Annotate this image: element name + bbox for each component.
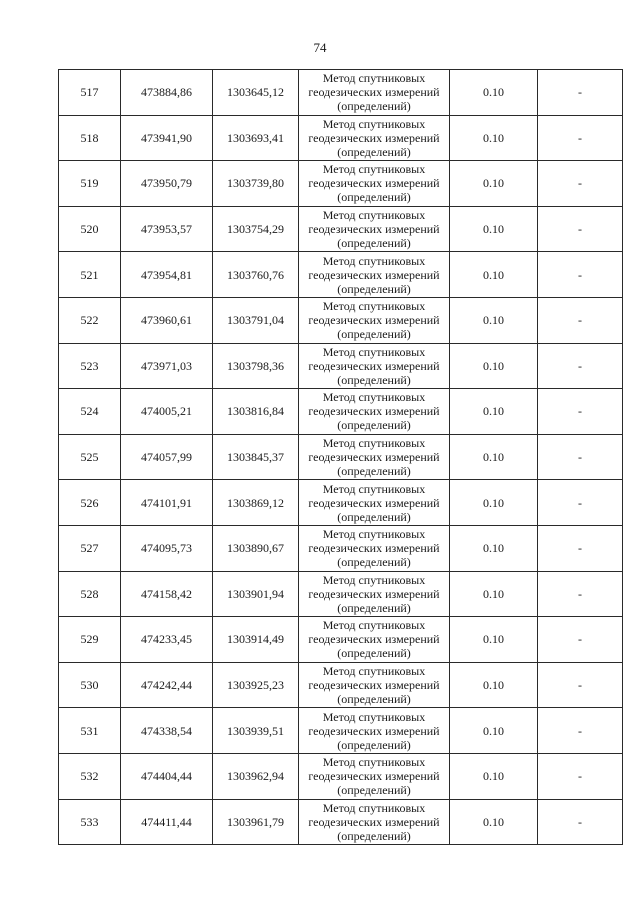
- accuracy-cell: 0.10: [450, 662, 538, 708]
- table-row: [59, 480, 623, 526]
- table-row: [59, 525, 623, 571]
- y-coordinate-cell: 1303739,80: [213, 161, 299, 207]
- y-coordinate-cell: 1303845,37: [213, 434, 299, 480]
- method-cell: Метод спутниковых геодезических измерений (определений): [299, 571, 450, 617]
- method-cell: Метод спутниковых геодезических измерений (определений): [299, 662, 450, 708]
- y-coordinate-cell: 1303798,36: [213, 343, 299, 389]
- page-number: 74: [313, 40, 327, 55]
- x-coordinate-cell: 474411,44: [121, 799, 213, 845]
- table-row: [59, 617, 623, 663]
- point-number-cell: 526: [59, 480, 121, 526]
- x-coordinate-cell: 473953,57: [121, 206, 213, 252]
- y-coordinate-cell: 1303791,04: [213, 297, 299, 343]
- accuracy-cell: 0.10: [450, 434, 538, 480]
- x-coordinate-cell: 474057,99: [121, 434, 213, 480]
- note-cell: -: [538, 343, 623, 389]
- y-coordinate-cell: 1303816,84: [213, 389, 299, 435]
- note-cell: -: [538, 70, 623, 116]
- x-coordinate-cell: 473884,86: [121, 70, 213, 116]
- point-number-cell: 528: [59, 571, 121, 617]
- note-cell: -: [538, 525, 623, 571]
- table-row: [59, 708, 623, 754]
- accuracy-cell: 0.10: [450, 708, 538, 754]
- note-cell: -: [538, 434, 623, 480]
- x-coordinate-cell: 474095,73: [121, 525, 213, 571]
- point-number-cell: 530: [59, 662, 121, 708]
- point-number-cell: 532: [59, 753, 121, 799]
- y-coordinate-cell: 1303939,51: [213, 708, 299, 754]
- x-coordinate-cell: 474158,42: [121, 571, 213, 617]
- point-number-cell: 531: [59, 708, 121, 754]
- y-coordinate-cell: 1303925,23: [213, 662, 299, 708]
- x-coordinate-cell: 473960,61: [121, 297, 213, 343]
- method-cell: Метод спутниковых геодезических измерений (определений): [299, 480, 450, 526]
- table-row: [59, 434, 623, 480]
- accuracy-cell: 0.10: [450, 297, 538, 343]
- y-coordinate-cell: 1303693,41: [213, 115, 299, 161]
- point-number-cell: 525: [59, 434, 121, 480]
- method-cell: Метод спутниковых геодезических измерений (определений): [299, 343, 450, 389]
- method-cell: Метод спутниковых геодезических измерений (определений): [299, 70, 450, 116]
- note-cell: -: [538, 571, 623, 617]
- accuracy-cell: 0.10: [450, 206, 538, 252]
- accuracy-cell: 0.10: [450, 70, 538, 116]
- method-cell: Метод спутниковых геодезических измерений (определений): [299, 708, 450, 754]
- table-row: [59, 389, 623, 435]
- accuracy-cell: 0.10: [450, 525, 538, 571]
- y-coordinate-cell: 1303869,12: [213, 480, 299, 526]
- table-row: [59, 571, 623, 617]
- note-cell: -: [538, 206, 623, 252]
- accuracy-cell: 0.10: [450, 389, 538, 435]
- y-coordinate-cell: 1303901,94: [213, 571, 299, 617]
- note-cell: -: [538, 115, 623, 161]
- accuracy-cell: 0.10: [450, 617, 538, 663]
- x-coordinate-cell: 474404,44: [121, 753, 213, 799]
- accuracy-cell: 0.10: [450, 480, 538, 526]
- accuracy-cell: 0.10: [450, 343, 538, 389]
- method-cell: Метод спутниковых геодезических измерений (определений): [299, 389, 450, 435]
- method-cell: Метод спутниковых геодезических измерений (определений): [299, 525, 450, 571]
- method-cell: Метод спутниковых геодезических измерений (определений): [299, 115, 450, 161]
- x-coordinate-cell: 474005,21: [121, 389, 213, 435]
- note-cell: -: [538, 662, 623, 708]
- point-number-cell: 533: [59, 799, 121, 845]
- method-cell: Метод спутниковых геодезических измерений (определений): [299, 799, 450, 845]
- point-number-cell: 520: [59, 206, 121, 252]
- note-cell: -: [538, 799, 623, 845]
- x-coordinate-cell: 474242,44: [121, 662, 213, 708]
- x-coordinate-cell: 474101,91: [121, 480, 213, 526]
- accuracy-cell: 0.10: [450, 115, 538, 161]
- table-row: [59, 662, 623, 708]
- table-row: [59, 799, 623, 845]
- accuracy-cell: 0.10: [450, 161, 538, 207]
- note-cell: -: [538, 617, 623, 663]
- table-row: [59, 115, 623, 161]
- y-coordinate-cell: 1303890,67: [213, 525, 299, 571]
- point-number-cell: 523: [59, 343, 121, 389]
- method-cell: Метод спутниковых геодезических измерений (определений): [299, 252, 450, 298]
- x-coordinate-cell: 473950,79: [121, 161, 213, 207]
- point-number-cell: 524: [59, 389, 121, 435]
- note-cell: -: [538, 161, 623, 207]
- table-row: [59, 753, 623, 799]
- note-cell: -: [538, 389, 623, 435]
- table-row: [59, 297, 623, 343]
- method-cell: Метод спутниковых геодезических измерений (определений): [299, 206, 450, 252]
- x-coordinate-cell: 473941,90: [121, 115, 213, 161]
- point-number-cell: 527: [59, 525, 121, 571]
- note-cell: -: [538, 480, 623, 526]
- point-number-cell: 521: [59, 252, 121, 298]
- method-cell: Метод спутниковых геодезических измерений (определений): [299, 753, 450, 799]
- point-number-cell: 522: [59, 297, 121, 343]
- note-cell: -: [538, 297, 623, 343]
- point-number-cell: 529: [59, 617, 121, 663]
- x-coordinate-cell: 474233,45: [121, 617, 213, 663]
- table-row: [59, 252, 623, 298]
- point-number-cell: 517: [59, 70, 121, 116]
- table-row: [59, 161, 623, 207]
- accuracy-cell: 0.10: [450, 571, 538, 617]
- method-cell: Метод спутниковых геодезических измерений (определений): [299, 434, 450, 480]
- y-coordinate-cell: 1303754,29: [213, 206, 299, 252]
- method-cell: Метод спутниковых геодезических измерений (определений): [299, 161, 450, 207]
- coordinates-table: [58, 69, 623, 845]
- note-cell: -: [538, 708, 623, 754]
- y-coordinate-cell: 1303914,49: [213, 617, 299, 663]
- coordinates-table-body: [59, 70, 623, 845]
- point-number-cell: 519: [59, 161, 121, 207]
- method-cell: Метод спутниковых геодезических измерений (определений): [299, 617, 450, 663]
- accuracy-cell: 0.10: [450, 799, 538, 845]
- accuracy-cell: 0.10: [450, 252, 538, 298]
- x-coordinate-cell: 474338,54: [121, 708, 213, 754]
- note-cell: -: [538, 753, 623, 799]
- point-number-cell: 518: [59, 115, 121, 161]
- table-row: [59, 343, 623, 389]
- method-cell: Метод спутниковых геодезических измерений (определений): [299, 297, 450, 343]
- accuracy-cell: 0.10: [450, 753, 538, 799]
- table-row: [59, 206, 623, 252]
- y-coordinate-cell: 1303760,76: [213, 252, 299, 298]
- y-coordinate-cell: 1303961,79: [213, 799, 299, 845]
- x-coordinate-cell: 473971,03: [121, 343, 213, 389]
- table-row: [59, 70, 623, 116]
- note-cell: -: [538, 252, 623, 298]
- y-coordinate-cell: 1303645,12: [213, 70, 299, 116]
- x-coordinate-cell: 473954,81: [121, 252, 213, 298]
- y-coordinate-cell: 1303962,94: [213, 753, 299, 799]
